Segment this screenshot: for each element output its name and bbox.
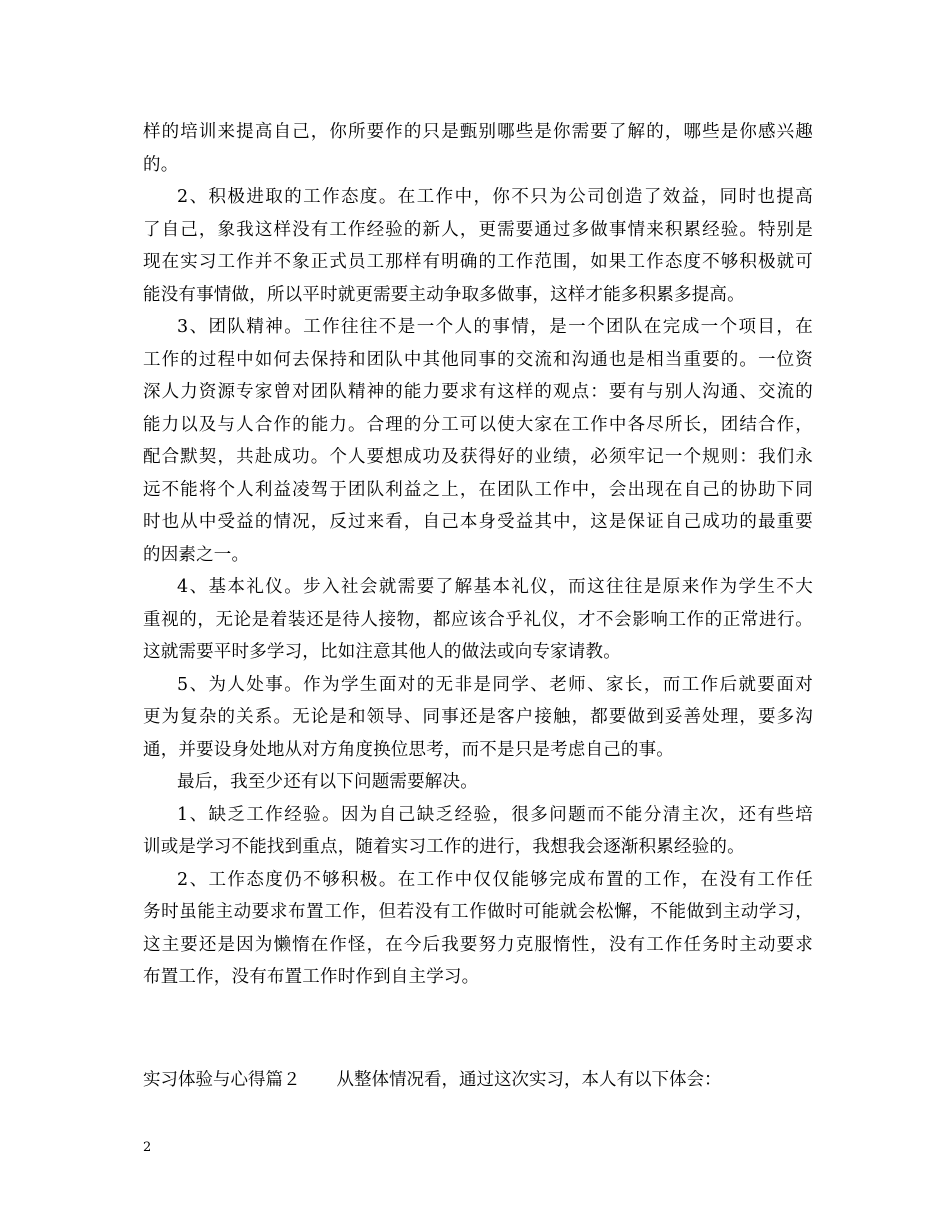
text-line: 了自己，象我这样没有工作经验的新人，更需要通过多做事情来积累经验。特别是: [143, 219, 813, 240]
text-line: 5、为人处事。作为学生面对的无非是同学、老师、家长，而工作后就要面对: [177, 674, 813, 695]
text-line: 务时虽能主动要求布置工作，但若没有工作做时可能就会松懈，不能做到主动学习，: [143, 902, 813, 922]
text-line: 更为复杂的关系。无论是和领导、同事还是客户接触，都要做到妥善处理，要多沟: [143, 707, 813, 727]
text-line: 工作的过程中如何去保持和团队中其他同事的交流和沟通也是相当重要的。一位资: [143, 349, 813, 370]
text-line: 样的培训来提高自己，你所要作的只是甄别哪些是你需要了解的，哪些是你感兴趣: [143, 122, 813, 142]
text-line: 3、团队精神。工作往往不是一个人的事情，是一个团队在完成一个项目，在: [177, 317, 813, 337]
text-line: 训或是学习不能找到重点，随着实习工作的进行，我想我会逐渐积累经验的。: [143, 837, 745, 857]
text-line: 现在实习工作并不象正式员工那样有明确的工作范围，如果工作态度不够积极就可: [143, 252, 813, 272]
section-heading: 实习体验与心得篇２: [143, 1070, 301, 1090]
text-line: 的。: [143, 154, 179, 175]
text-line: 通，并要设身处地从对方角度换位思考，而不是只是考虑自己的事。: [143, 739, 674, 760]
text-line: 能没有事情做，所以平时就更需要主动争取多做事，这样才能多积累多提高。: [143, 284, 745, 305]
text-line: 能力以及与人合作的能力。合理的分工可以使大家在工作中各尽所长，团结合作，: [143, 414, 813, 435]
text-line: 2、积极进取的工作态度。在工作中，你不只为公司创造了效益，同时也提高: [177, 187, 813, 207]
section-heading-line: [143, 1068, 813, 1092]
page-number: 2: [143, 1140, 152, 1155]
text-line: 2、工作态度仍不够积极。在工作中仅仅能够完成布置的工作，在没有工作任: [177, 869, 813, 890]
text-line: 的因素之一。: [143, 544, 250, 565]
text-line: 最后，我至少还有以下问题需要解决。: [177, 772, 478, 792]
text-line: 这主要还是因为懒惰在作怪，在今后我要努力克服惰性，没有工作任务时主动要求: [143, 934, 813, 955]
text-line: 重视的，无论是着装还是待人接物，都应该合乎礼仪，才不会影响工作的正常进行。: [143, 609, 813, 630]
text-line: 配合默契，共赴成功。个人要想成功及获得好的业绩，必须牢记一个规则：我们永: [143, 447, 813, 467]
text-line: 远不能将个人利益凌驾于团队利益之上，在团队工作中，会出现在自己的协助下同: [143, 479, 813, 500]
text-line: 1、缺乏工作经验。因为自己缺乏经验，很多问题而不能分清主次，还有些培: [177, 804, 813, 825]
text-line: 这就需要平时多学习，比如注意其他人的做法或向专家请教。: [143, 642, 621, 662]
text-line: 深人力资源专家曾对团队精神的能力要求有这样的观点：要有与别人沟通、交流的: [143, 382, 813, 402]
text-line: 时也从中受益的情况，反过来看，自己本身受益其中，这是保证自己成功的最重要: [143, 512, 813, 532]
section-intro-text: 从整体情况看，通过这次实习，本人有以下体会：: [336, 1070, 722, 1090]
text-line: 4、基本礼仪。步入社会就需要了解基本礼仪，而这往往是原来作为学生不大: [177, 577, 813, 597]
text-line: 布置工作，没有布置工作时作到自主学习。: [143, 967, 480, 987]
